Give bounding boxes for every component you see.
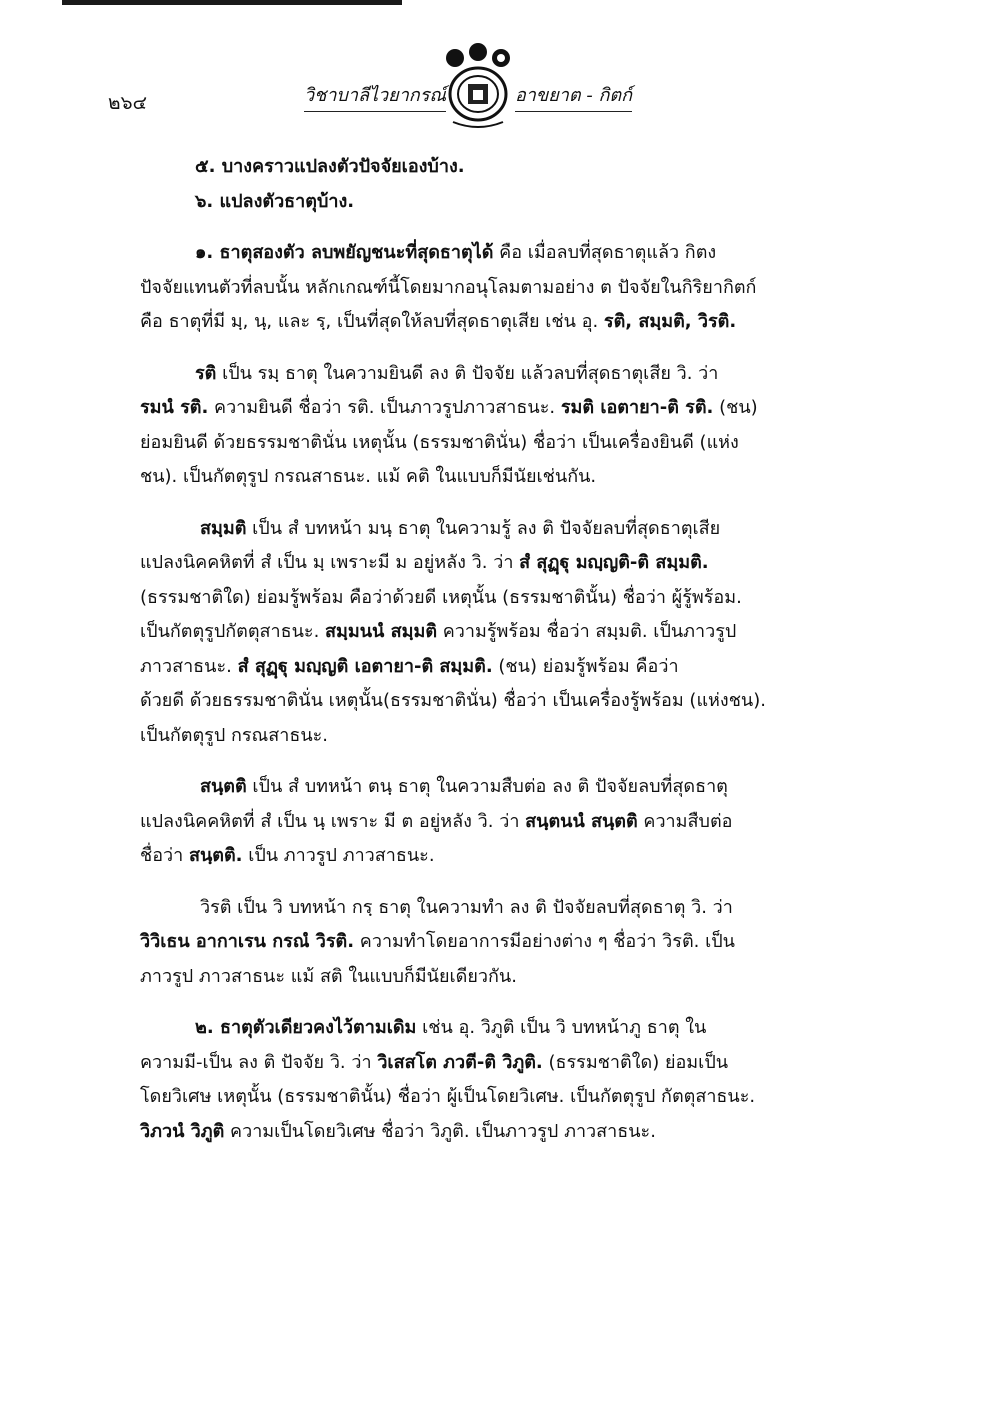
header-left-title: วิชาบาลีไวยากรณ์ — [304, 80, 446, 112]
emblem-logo-icon — [435, 42, 521, 130]
list-item: ๖. แปลงตัวธาตุบ้าง. — [195, 190, 355, 212]
paragraph-santati: สนฺตติ เป็น สํ บทหน้า ตนฺ ธาตุ ในความสืบต่อ ลง ติ ปัจจัยลบที่สุดธาตุ แปลงนิคคหิตที่ สํ เป็น นฺ เพราะ มี ต อยู่หลัง วิ. ว่า สนฺตนนํ สนฺตติ ความสืบต่อ ชื่อว่า สนฺตติ. เป็น ภาวรูป ภาวสาธนะ. — [140, 776, 733, 866]
paragraph-sammati: สมฺมติ เป็น สํ บทหน้า มนฺ ธาตุ ในความรู้ ลง ติ ปัจจัยลบที่สุดธาตุเสีย แปลงนิคคหิตที่ สํ เป็น มฺ เพราะมี ม อยู่หลัง วิ. ว่า สํ สุฏฺฐุ มญฺญติ-ติ สมฺมติ. (ธรรมชาติใด) ย่อมรู้พร้อม คือว่าด้วยดี เหตุนั้น (ธรรมชาตินั้น) ชื่อว่า ผู้รู้พร้อม. เป็นกัตตุรูปกัตตุสาธนะ. สมฺมนนํ สมฺมติ ความรู้พร้อม ชื่อว่า สมฺมติ. เป็นภาวรูป ภาวสาธนะ. สํ สุฏฺฐุ มญฺญติ เอตายา-ติ สมฺมติ. (ชน) ย่อมรู้พร้อม คือว่า ด้วยดี ด้วยธรรมชาตินั่น เหตุนั้น(ธรรมชาตินั่น) ชื่อว่า เป็นเครื่องรู้พร้อม (แห่งชน). เป็นกัตตุรูป กรณสาธนะ. — [140, 517, 766, 746]
page-header — [0, 40, 1000, 135]
paragraph-virati: วิรติ เป็น วิ บทหน้า กรฺ ธาตุ ในความทำ ลง ติ ปัจจัยลบที่สุดธาตุ วิ. ว่า วิวิเธน อากาเรน กรณํ วิรติ. ความทำโดยอาการมีอย่างต่าง ๆ ชื่อว่า วิรติ. เป็น ภาวรูป ภาวสาธนะ แม้ สติ ในแบบก็มีนัยเดียวกัน. — [140, 896, 735, 987]
header-right-title: อาขยาต - กิตก์ — [515, 80, 632, 112]
page-content — [140, 150, 830, 1149]
page-number: ๒๖๔ — [108, 92, 147, 114]
paragraph-rati: รติ เป็น รมฺ ธาตุ ในความยินดี ลง ติ ปัจจัย แล้วลบที่สุดธาตุเสีย วิ. ว่า รมนํ รติ. ความยินดี ชื่อว่า รติ. เป็นภาวรูปภาวสาธนะ. รมติ เอตายา-ติ รติ. (ชน) ย่อมยินดี ด้วยธรรมชาตินั่น เหตุนั้น (ธรรมชาตินั่น) ชื่อว่า เป็นเครื่องยินดี (แห่ง ชน). เป็นกัตตุรูป กรณสาธนะ. แม้ คติ ในแบบก็มีนัยเช่นกัน. — [140, 362, 758, 487]
paragraph-rule-2: ๒. ธาตุตัวเดียวคงไว้ตามเดิม เช่น อุ. วิภูติ เป็น วิ บทหน้าภู ธาตุ ใน ความมี-เป็น ลง ติ ปัจจัย วิ. ว่า วิเสสโต ภวตี-ติ วิภูติ. (ธรรมชาติใด) ย่อมเป็น โดยวิเศษ เหตุนั้น (ธรรมชาตินั้น) ชื่อว่า ผู้เป็นโดยวิเศษ. เป็นกัตตุรูป กัตตุสาธนะ. วิภวนํ วิภูติ ความเป็นโดยวิเศษ ชื่อว่า วิภูติ. เป็นภาวรูป ภาวสาธนะ. — [140, 1017, 756, 1142]
paragraph-rule-1: ๑. ธาตุสองตัว ลบพยัญชนะที่สุดธาตุได้ คือ เมื่อลบที่สุดธาตุแล้ว กิตง ปัจจัยแทนตัวที่ลบนั้น หลักเกณฑ์นี้โดยมากอนุโลมตามอย่าง ต ปัจจัยในกิริยากิตก์ คือ ธาตุที่มี มฺ, นฺ, และ รฺ, เป็นที่สุดให้ลบที่สุดธาตุเสีย เช่น อุ. รติ, สมฺมติ, วิรติ. — [140, 242, 757, 332]
list-item: ๕. บางคราวแปลงตัวปัจจัยเองบ้าง. — [195, 156, 465, 177]
scan-edge-mark — [62, 0, 402, 5]
